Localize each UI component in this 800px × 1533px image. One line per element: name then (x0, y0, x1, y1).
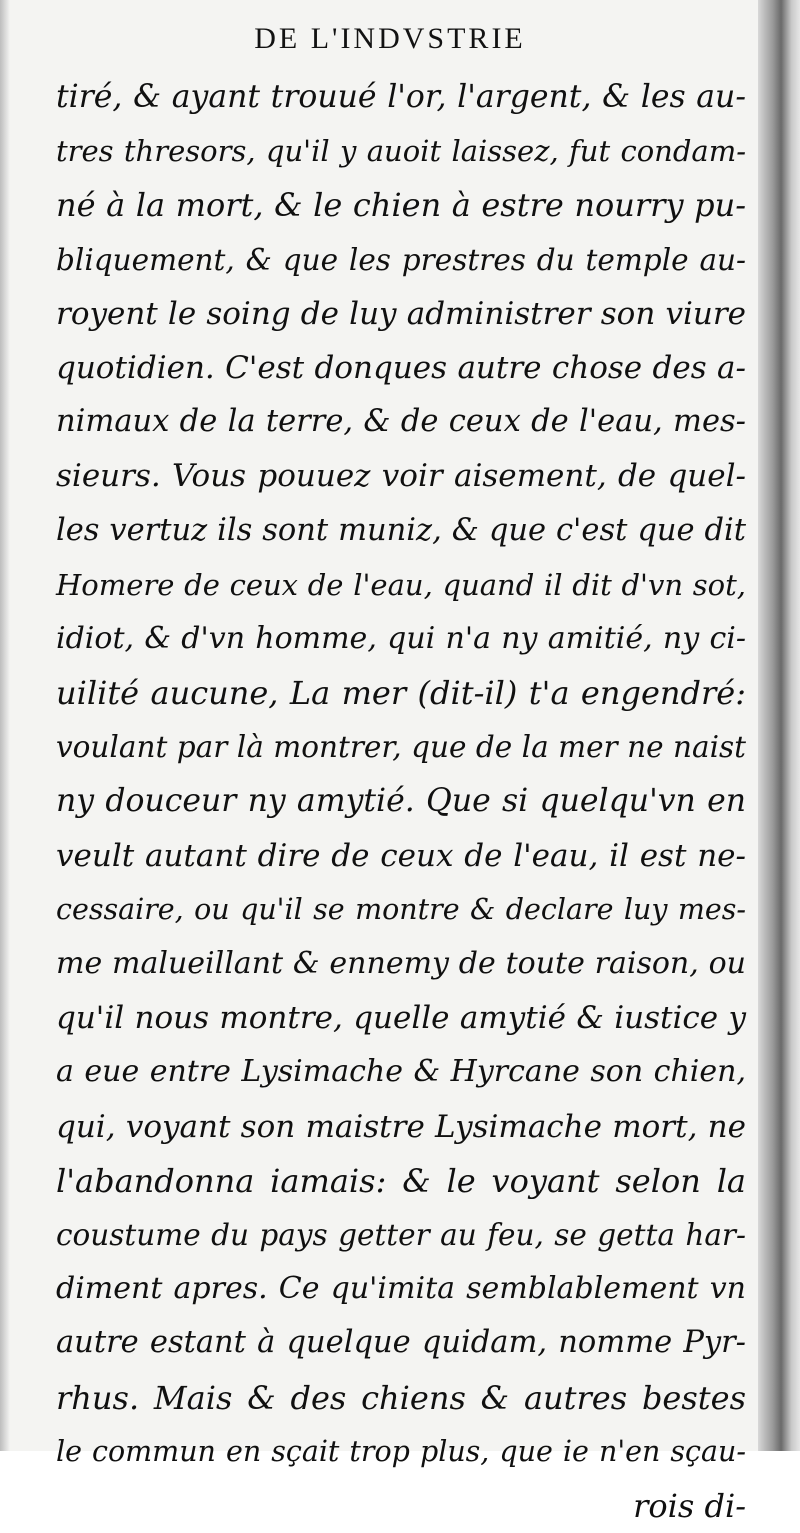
text-line: tres thresors, qu'il y auoit laissez, fut condam- (56, 134, 746, 169)
text-line: uilité aucune, La mer (dit-il) t'a engendré: (56, 674, 746, 713)
text-line: a eue entre Lysimache & Hyrcane son chien, (56, 1054, 746, 1090)
body-text (56, 70, 746, 1533)
text-line: qu'il nous montre, quelle amytié & iustice y (56, 1000, 746, 1037)
text-line: l'abandonna iamais: & le voyant selon la (56, 1161, 746, 1200)
text-line: les vertuz ils sont muniz, & que c'est que dit (56, 512, 746, 548)
page-left-edge (0, 0, 10, 1451)
catchword: rois di- (633, 1486, 746, 1525)
text-line: bliquement, & que les prestres du temple au- (56, 242, 746, 277)
text-line: royent le soing de luy administrer son viure (56, 295, 746, 332)
text-line: autre estant à quelque quidam, nomme Pyr- (56, 1325, 746, 1361)
text-line: rhus. Mais & des chiens & autres bestes (56, 1378, 746, 1417)
text-line: voulant par là montrer, que de la mer ne naist (56, 730, 746, 765)
text-line: né à la mort, & le chien à estre nourry pu- (56, 186, 746, 225)
text-line: me malueillant & ennemy de toute raison, ou (56, 946, 746, 981)
text-line: idiot, & d'vn homme, qui n'a ny amitié, ny ci- (56, 620, 746, 656)
text-line: quotidien. C'est donques autre chose des a- (56, 349, 746, 386)
running-title: DE L'INDVSTRIE (254, 22, 526, 55)
text-line: cessaire, ou qu'il se montre & declare luy mes- (56, 892, 746, 926)
page-gutter-shadow (758, 0, 800, 1451)
text-line: tiré, & ayant trouué l'or, l'argent, & les au- (56, 79, 746, 115)
text-line: qui, voyant son maistre Lysimache mort, ne (56, 1108, 746, 1145)
text-line: ny douceur ny amytié. Que si quelqu'vn en (56, 783, 746, 820)
text-line: Homere de ceux de l'eau, quand il dit d'vn sot, (56, 567, 746, 602)
text-line: diment apres. Ce qu'imita semblablement vn (56, 1271, 746, 1307)
text-line: coustume du pays getter au feu, se getta har- (56, 1217, 746, 1252)
text-line: sieurs. Vous pouuez voir aisement, de quel- (56, 458, 746, 495)
text-line: le commun en sçait trop plus, que ie n'en sçau- (56, 1434, 746, 1468)
text-line: nimaux de la terre, & de ceux de l'eau, mes- (56, 404, 746, 440)
text-line: veult autant dire de ceux de l'eau, il est ne- (56, 837, 746, 874)
